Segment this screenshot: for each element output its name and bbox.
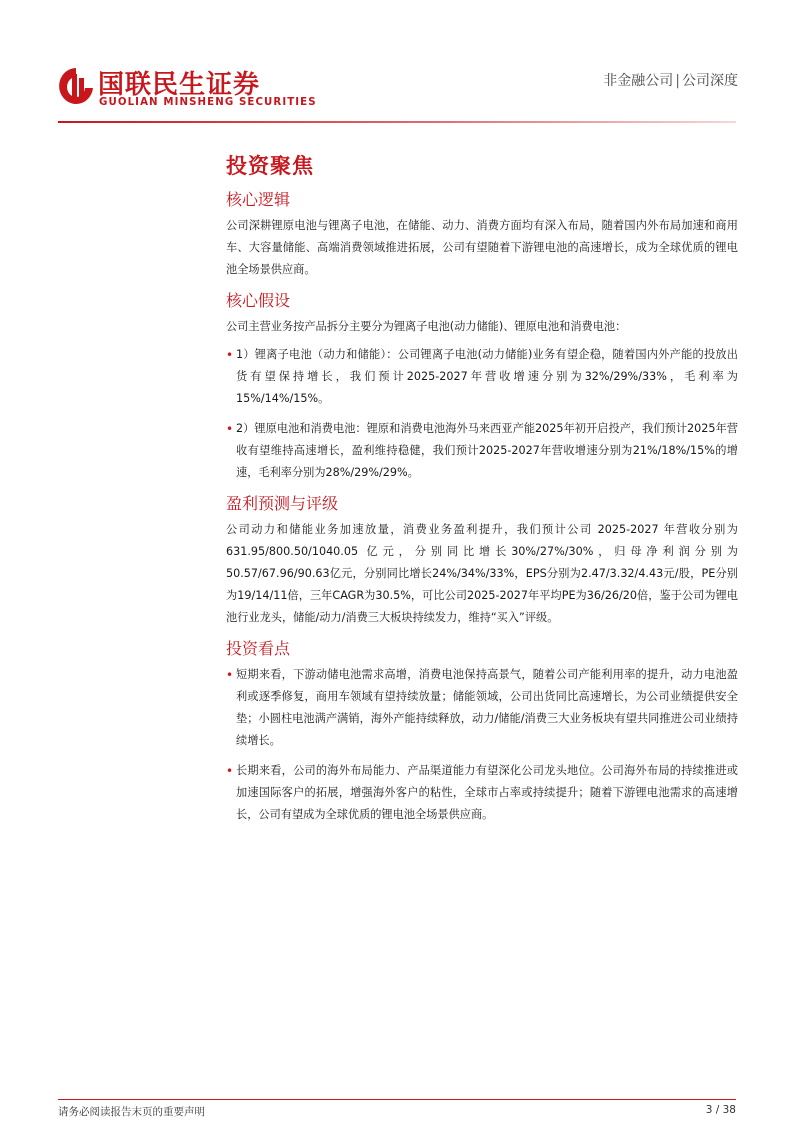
bullet-icon: • xyxy=(226,764,234,778)
assumption-item xyxy=(226,344,738,410)
core-logic-paragraph: 公司深耕锂原电池与锂离子电池，在储能、动力、消费方面均有深入布局，随着国内外布局加速和商用车、大容量储能、高端消费领域推进拓展，公司有望随着下游锂电池的高速增长，成为全球优质的锂电池全场景供应商。 xyxy=(226,219,738,276)
report-type-label: 公司深度 xyxy=(682,73,738,89)
main-content xyxy=(226,150,738,834)
bullet-icon: • xyxy=(226,348,234,362)
page-header xyxy=(58,62,738,122)
section-title-core-logic: 核心逻辑 xyxy=(226,190,291,209)
highlight-item xyxy=(226,760,738,826)
category-label: 非金融公司 xyxy=(603,73,674,89)
footer-disclaimer: 请务必阅读报告末页的重要声明 xyxy=(58,1106,205,1118)
assumption-item xyxy=(226,418,738,484)
page-number: 3 / 38 xyxy=(705,1104,736,1116)
highlight-item xyxy=(226,664,738,752)
company-logo-icon xyxy=(58,66,94,106)
forecast-paragraph: 公司动力和储能业务加速放量，消费业务盈利提升，我们预计公司 2025-2027 年营收分别为631.95/800.50/1040.05 亿元，分别同比增长30%/27%/30%，归母净利润分别为50.57/67.96/90.63亿元，分别同比增长24%/34%/33%，EPS分别为2.47/3.32/4.43元/股，PE分别为19/14/11倍，三年CAGR为30.5%，可比公司2025-2027年平均PE为36/26/20倍，鉴于公司为锂电池行业龙头，储能/动力/消费三大板块持续发力，维持“买入”评级。 xyxy=(226,523,738,624)
report-category xyxy=(603,70,738,90)
highlight-text: 长期来看，公司的海外布局能力、产品渠道能力有望深化公司龙头地位。公司海外布局的持续推进或加速国际客户的拓展，增强海外客户的粘性，全球市占率或持续提升；随着下游锂电池需求的高速增长，公司有望成为全球优质的锂电池全场景供应商。 xyxy=(236,764,738,821)
section-title-forecast: 盈利预测与评级 xyxy=(226,494,339,513)
category-separator: | xyxy=(675,73,680,89)
section-title-highlights: 投资看点 xyxy=(226,639,291,658)
company-name-en: GUOLIAN MINSHENG SECURITIES xyxy=(99,97,317,108)
bullet-icon: • xyxy=(226,668,234,682)
page-title: 投资聚焦 xyxy=(226,154,314,178)
footer-divider xyxy=(58,1099,736,1100)
section-title-core-assumptions: 核心假设 xyxy=(226,291,291,310)
assumption-text: 1）锂离子电池（动力和储能）：公司锂离子电池(动力储能)业务有望企稳，随着国内外产能的投放出货有望保持增长，我们预计2025-2027年营收增速分别为32%/29%/33%，毛利率为15%/14%/15%。 xyxy=(236,348,738,405)
core-assumptions-intro: 公司主营业务按产品拆分主要分为锂离子电池(动力储能)、锂原电池和消费电池： xyxy=(226,320,627,333)
company-name-cn: 国联民生证券 xyxy=(98,70,261,100)
bullet-icon: • xyxy=(226,422,234,436)
header-divider xyxy=(58,121,736,123)
assumption-text: 2）锂原电池和消费电池：锂原和消费电池海外马来西亚产能2025年初开启投产，我们预计2025年营收有望维持高速增长，盈利维持稳健，我们预计2025-2027年营收增速分别为21%/18%/15%的增速，毛利率分别为28%/29%/29%。 xyxy=(236,422,738,479)
highlight-text: 短期来看，下游动储电池需求高增，消费电池保持高景气，随着公司产能利用率的提升，动力电池盈利或逐季修复，商用车领域有望持续放量；储能领域，公司出货同比高速增长，为公司业绩提供安全垫；小圆柱电池满产满销，海外产能持续释放，动力/储能/消费三大业务板块有望共同推进公司业绩持续增长。 xyxy=(236,668,738,747)
